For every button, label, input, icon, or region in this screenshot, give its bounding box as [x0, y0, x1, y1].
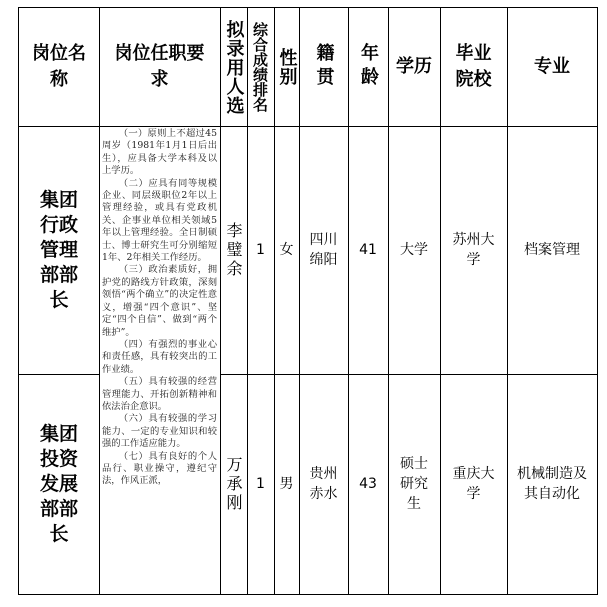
- row2-age: 43: [359, 476, 377, 492]
- requirement-item: （七）具有良好的个人品行、职业操守，遵纪守法，作风正派，: [102, 450, 217, 487]
- header-age-cell: [348, 8, 388, 126]
- header-proposed: 拟录用人选: [223, 19, 245, 115]
- requirement-item: （三）政治素质好，拥护党的路线方针政策，深刻领悟“两个确立”的决定性意义，增强“四个意识”、坚定“四个自信”、做到“两个维护”。: [102, 264, 217, 338]
- requirements-text: [99, 126, 220, 594]
- row1-name: 李璧余: [224, 221, 243, 279]
- requirement-item: （一）原则上不超过45周岁（1981年1月1日后出生），应具备大学本科及以上学历。: [102, 128, 217, 177]
- header-education: 学历: [396, 56, 432, 77]
- row2-origin: 贵州赤水: [309, 466, 338, 502]
- header-origin: 籍贯: [313, 43, 335, 91]
- row1-position: 集团行政管理部部长: [39, 188, 78, 311]
- row1-ranking: 1: [256, 242, 265, 258]
- header-ranking: 综合成绩排名: [251, 22, 269, 112]
- header-major: 专业: [534, 56, 570, 77]
- row2-education: 硕士研究生: [400, 456, 428, 512]
- row1-education: 大学: [400, 242, 428, 258]
- header-gender-cell: [274, 8, 299, 126]
- requirement-item: （六）具有较强的学习能力、一定的专业知识和较强的工作适应能力。: [102, 413, 217, 450]
- header-position: 岗位名称: [32, 43, 86, 90]
- row2-name-cell: [220, 374, 247, 594]
- header-gender: 性别: [276, 48, 298, 86]
- row2-major: 机械制造及其自动化: [517, 466, 587, 502]
- row1-name-cell: [220, 126, 247, 374]
- header-school: 毕业院校: [455, 43, 492, 90]
- row1-age: 41: [359, 242, 377, 258]
- header-ranking-cell: [247, 8, 274, 126]
- header-proposed-cell: [220, 8, 247, 126]
- header-requirements: 岗位任职要求: [114, 43, 205, 90]
- row1-origin: 四川绵阳: [309, 232, 338, 268]
- row1-school: 苏州大学: [452, 232, 495, 268]
- requirement-item: （二）应具有同等规模企业、同层级职位2年以上管理经验，或具有党政机关、企事业单位相关领域5年以上管理经验。全日制硕士、博士研究生可分别缩短1年、2年相关工作经历。: [102, 177, 217, 264]
- header-age: 年龄: [358, 43, 379, 91]
- requirement-item: （四）有强烈的事业心和责任感，具有较突出的工作业绩。: [102, 338, 217, 375]
- row2-gender: 男: [279, 476, 294, 492]
- row2-position: 集团投资发展部部长: [39, 422, 78, 545]
- row1-gender: 女: [279, 242, 294, 258]
- candidate-table: [18, 7, 598, 595]
- row2-name: 万承刚: [224, 455, 243, 513]
- requirement-item: （五）具有较强的经营管理能力、开拓创新精神和依法治企意识。: [102, 376, 217, 412]
- row2-school: 重庆大学: [452, 466, 495, 502]
- row2-ranking: 1: [256, 476, 265, 492]
- header-origin-cell: [299, 8, 348, 126]
- row1-major: 档案管理: [524, 242, 580, 258]
